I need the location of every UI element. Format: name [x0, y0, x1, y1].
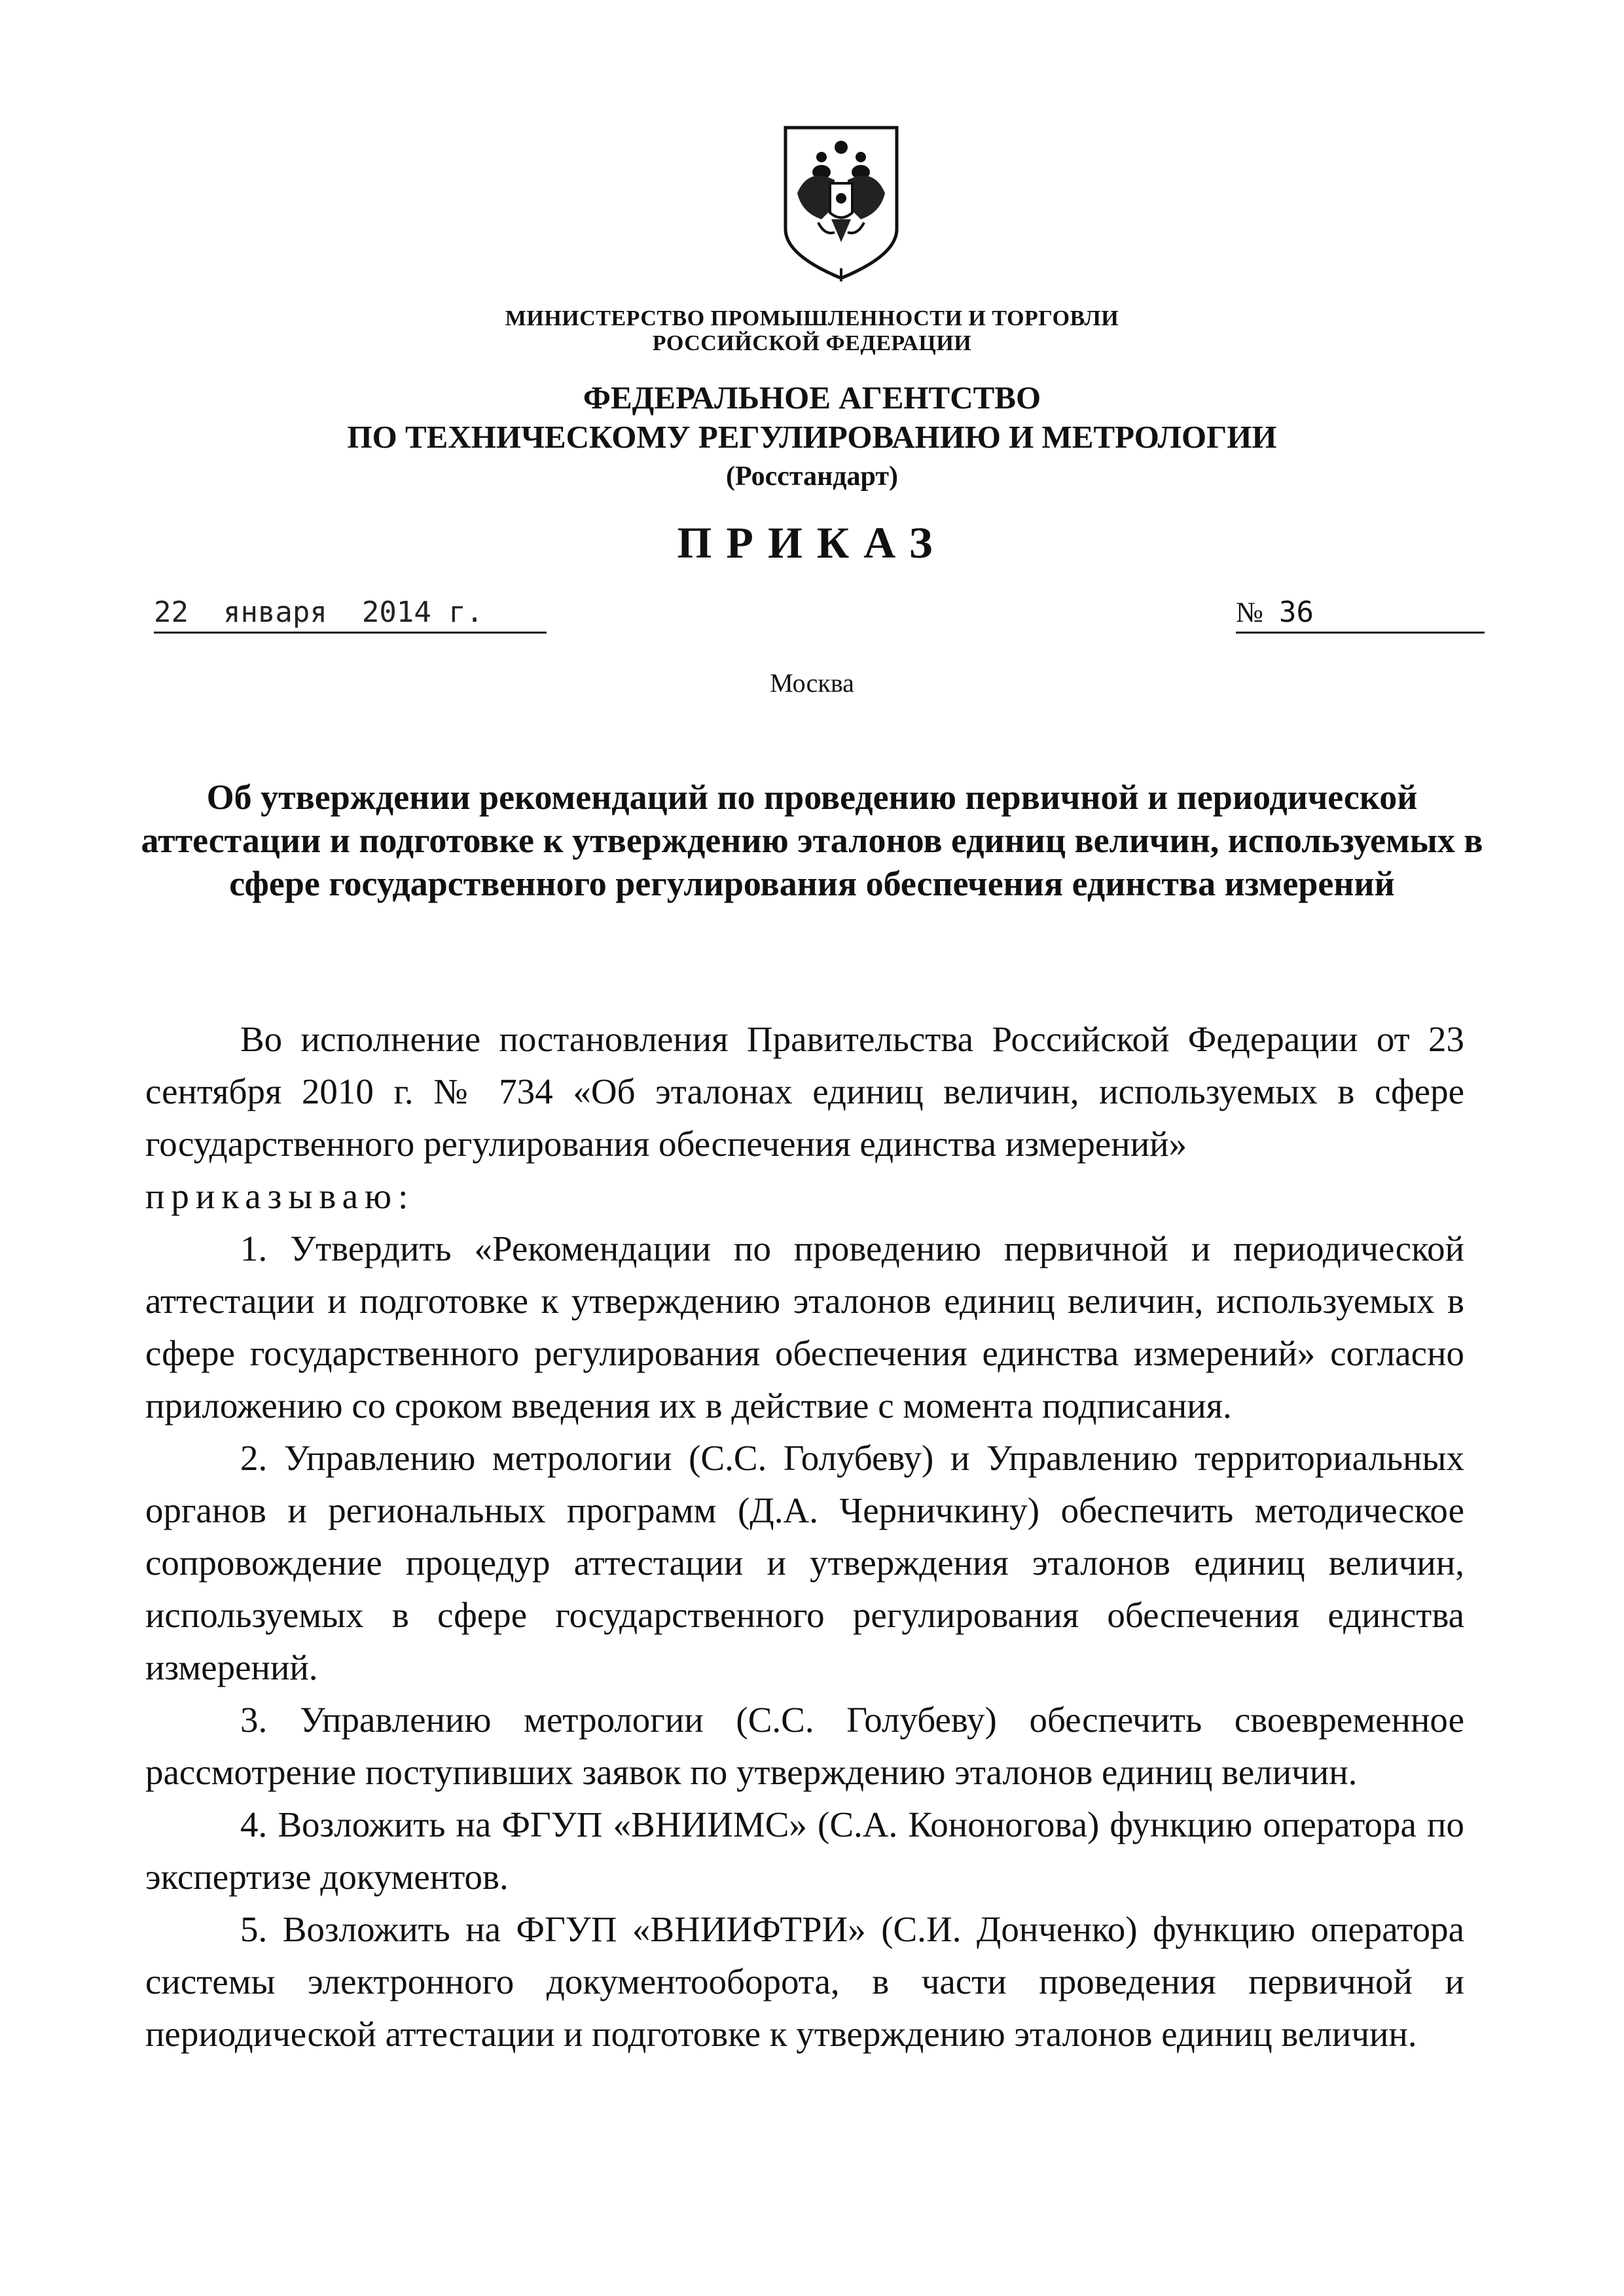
number-value: 36 — [1278, 596, 1314, 629]
coat-of-arms-icon — [772, 121, 910, 285]
order-number — [1236, 596, 1485, 634]
city: Москва — [770, 668, 854, 698]
ministry-name — [0, 306, 1624, 356]
order-item-4: 4. Возложить на ФГУП «ВНИИМС» (С.А. Кононогова) функцию оператора по экспертизе документов. — [145, 1804, 1464, 1897]
order-word: приказываю: — [145, 1176, 415, 1216]
ministry-line-1: МИНИСТЕРСТВО ПРОМЫШЛЕННОСТИ И ТОРГОВЛИ — [505, 306, 1119, 331]
agency-short-name: (Росстандарт) — [726, 461, 898, 492]
ministry-line-2: РОССИЙСКОЙ ФЕДЕРАЦИИ — [652, 331, 972, 355]
document-type: ПРИКАЗ — [677, 518, 947, 567]
order-title: Об утверждении рекомендаций по проведению первичной и периодической аттестации и подготовке к утверждению эталонов единиц величин, используемых в сфере государственного регулирования обеспечения единства измерений — [141, 778, 1483, 903]
agency-name — [0, 378, 1624, 496]
order-body — [145, 1013, 1464, 2060]
agency-line-1: ФЕДЕРАЛЬНОЕ АГЕНТСТВО — [583, 380, 1041, 416]
preamble: Во исполнение постановления Правительства Российской Федерации от 23 сентября 2010 г. № 734 «Об эталонах единиц величин, используемых в сфере государственного регулирования обеспечения единства измерений» — [145, 1019, 1464, 1164]
order-date: 22 января 2014 г. — [154, 596, 547, 634]
agency-line-2: ПО ТЕХНИЧЕСКОМУ РЕГУЛИРОВАНИЮ И МЕТРОЛОГИИ — [347, 419, 1277, 455]
number-sign: № — [1236, 596, 1263, 628]
order-item-5: 5. Возложить на ФГУП «ВНИИФТРИ» (С.И. Донченко) функцию оператора системы электронного документооборота, в части проведения первичной и периодической аттестации и подготовке к утверждению эталонов единиц величин. — [145, 1909, 1464, 2054]
order-item-2: 2. Управлению метрологии (С.С. Голубеву) и Управлению территориальных органов и региональных программ (Д.А. Черничкину) обеспечить методическое сопровождение процедур аттестации и утверждения эталонов единиц величин, используемых в сфере государственного регулирования обеспечения единства измерений. — [145, 1438, 1464, 1687]
order-item-3: 3. Управлению метрологии (С.С. Голубеву) обеспечить своевременное рассмотрение поступивших заявок по утверждению эталонов единиц величин. — [145, 1700, 1464, 1792]
order-item-1: 1. Утвердить «Рекомендации по проведению первичной и периодической аттестации и подготовке к утверждению эталонов единиц величин, используемых в сфере государственного регулирования обеспечения единства измерений» согласно приложению со сроком введения их в действие с момента подписания. — [145, 1229, 1464, 1426]
